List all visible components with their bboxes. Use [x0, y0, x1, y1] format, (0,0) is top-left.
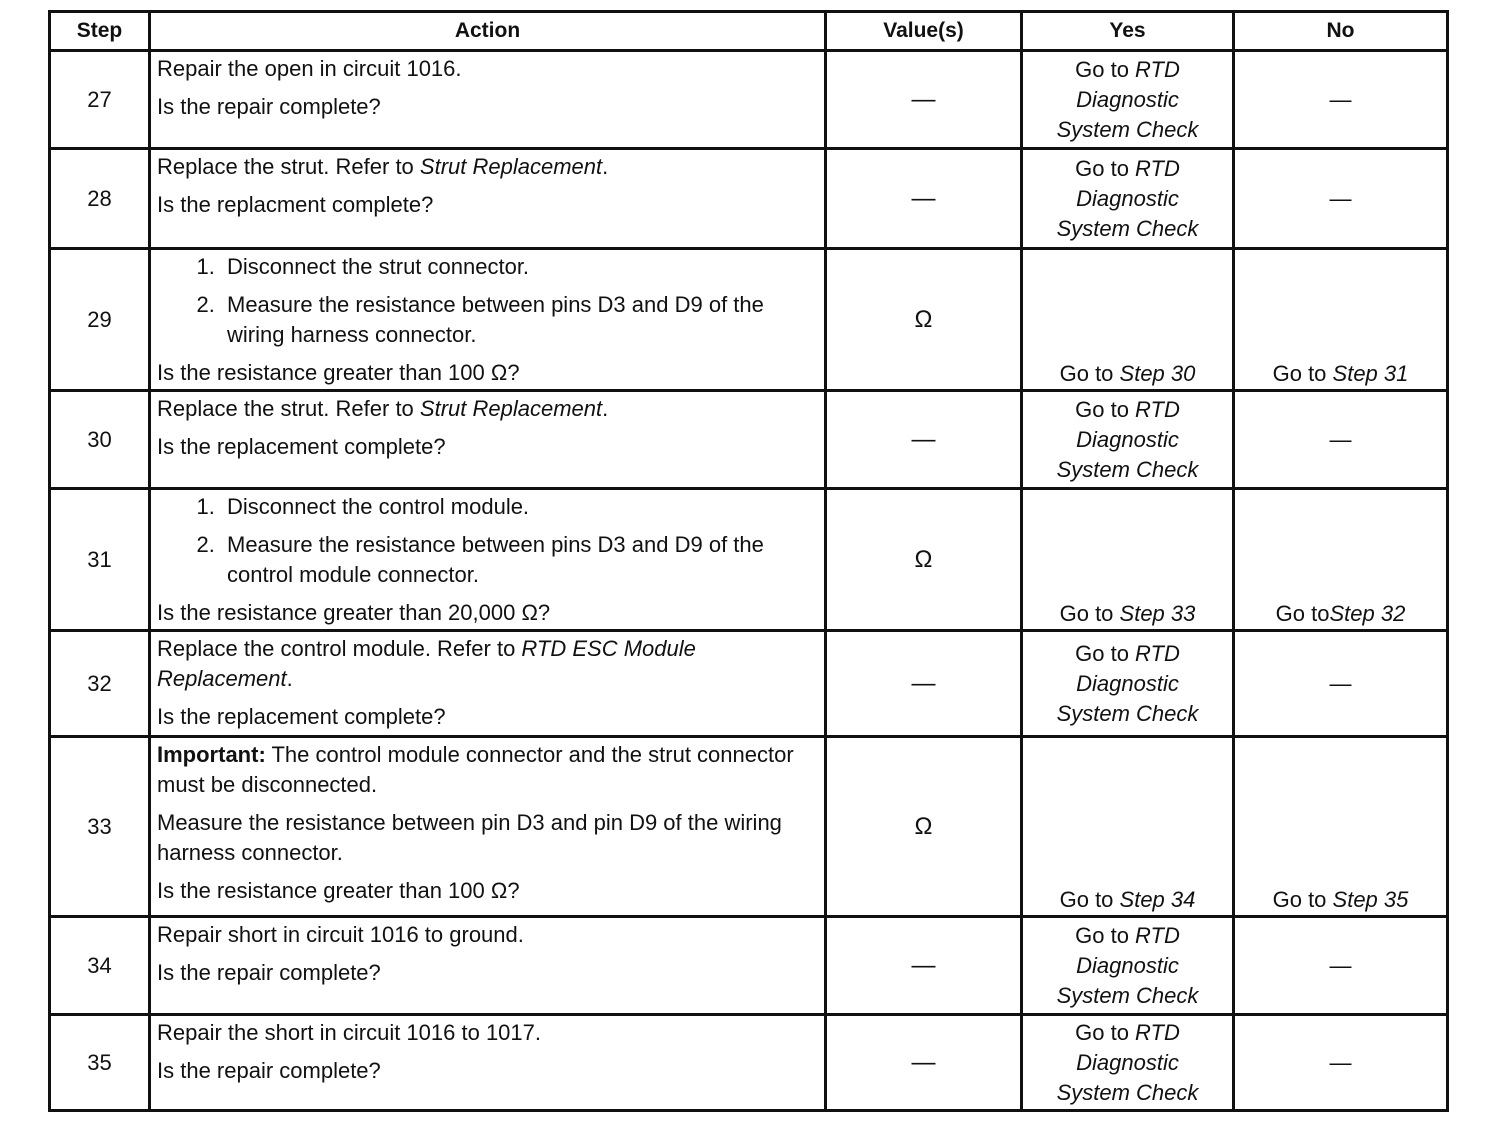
substep-list: [157, 252, 818, 350]
action-text: Replace the strut. Refer to Strut Replacement.: [157, 154, 609, 179]
action-text: Replace the strut. Refer to Strut Replacement.: [157, 396, 609, 421]
yes-link[interactable]: Diagnostic: [1076, 952, 1179, 978]
action-text: Repair short in circuit 1016 to ground.: [157, 922, 524, 947]
header-row: [50, 12, 1448, 51]
step-number: 28: [50, 149, 150, 249]
table-row: [50, 737, 1448, 917]
no-step-link[interactable]: Step 31: [1332, 361, 1409, 386]
yes-link[interactable]: RTD: [1135, 1019, 1180, 1045]
yes-prefix: Go to: [1075, 1019, 1136, 1045]
step-number: 29: [50, 249, 150, 391]
yes-prefix: Go to: [1075, 155, 1136, 181]
procedure-reference-link[interactable]: Strut Replacement: [419, 154, 603, 179]
yes-link[interactable]: System Check: [1056, 1079, 1199, 1105]
action-question: Is the replacment complete?: [157, 192, 434, 217]
action-question: Is the replacement complete?: [157, 704, 446, 729]
substep-item: 1. Disconnect the strut connector.: [221, 252, 818, 282]
table-row: [50, 51, 1448, 149]
yes-step-link[interactable]: Step 30: [1119, 361, 1196, 386]
step-number: 32: [50, 631, 150, 737]
step-number: 27: [50, 51, 150, 149]
procedure-reference-link[interactable]: RTD ESC Module Replacement: [157, 636, 696, 691]
substep-item: 2. Measure the resistance between pins D3 and D9 of the wiring harness connector.: [221, 290, 818, 350]
yes-link[interactable]: Diagnostic: [1076, 86, 1179, 112]
value-cell: —: [826, 391, 1022, 489]
yes-link[interactable]: RTD: [1135, 640, 1180, 666]
yes-link[interactable]: Diagnostic: [1076, 670, 1179, 696]
action-question: Is the repair complete?: [157, 94, 381, 119]
yes-link[interactable]: System Check: [1056, 456, 1199, 482]
action-cell: [150, 737, 826, 917]
action-text: Repair the short in circuit 1016 to 1017.: [157, 1020, 542, 1045]
yes-step-link[interactable]: Step 33: [1119, 601, 1196, 626]
yes-link[interactable]: Diagnostic: [1076, 1049, 1179, 1075]
action-text: Repair the open in circuit 1016.: [157, 56, 462, 81]
table-row: [50, 249, 1448, 391]
action-cell: [150, 149, 826, 249]
no-prefix: Go to: [1272, 361, 1333, 386]
yes-cell[interactable]: [1022, 391, 1234, 489]
substep-item: 1. Disconnect the control module.: [221, 492, 818, 522]
table-row: [50, 1015, 1448, 1111]
yes-cell[interactable]: [1022, 51, 1234, 149]
action-question: Is the repair complete?: [157, 1058, 381, 1083]
action-cell: [150, 631, 826, 737]
yes-cell[interactable]: [1022, 631, 1234, 737]
header-no: No: [1234, 12, 1448, 51]
header-yes: Yes: [1022, 12, 1234, 51]
yes-prefix: Go to: [1075, 56, 1136, 82]
action-question: Is the resistance greater than 20,000 Ω?: [157, 600, 551, 625]
substep-item: 2. Measure the resistance between pins D3 and D9 of the control module connector.: [221, 530, 818, 590]
action-question: Is the replacement complete?: [157, 434, 446, 459]
action-question: Is the resistance greater than 100 Ω?: [157, 878, 520, 903]
yes-prefix: Go to: [1075, 922, 1136, 948]
table-row: [50, 489, 1448, 631]
action-text-prefix: Replace the strut. Refer to: [157, 154, 420, 179]
table-row: [50, 391, 1448, 489]
no-cell: —: [1234, 1015, 1448, 1111]
value-cell: Ω: [826, 249, 1022, 391]
yes-cell[interactable]: [1022, 917, 1234, 1015]
no-cell: —: [1234, 391, 1448, 489]
action-cell: [150, 917, 826, 1015]
action-cell: [150, 51, 826, 149]
yes-link[interactable]: Diagnostic: [1076, 426, 1179, 452]
no-cell: —: [1234, 917, 1448, 1015]
no-cell[interactable]: [1234, 737, 1448, 917]
yes-cell[interactable]: [1022, 1015, 1234, 1111]
substep-list: [157, 492, 818, 590]
action-cell: [150, 1015, 826, 1111]
action-question: Is the resistance greater than 100 Ω?: [157, 360, 520, 385]
value-cell: —: [826, 51, 1022, 149]
yes-cell[interactable]: [1022, 249, 1234, 391]
step-number: 35: [50, 1015, 150, 1111]
action-text: Replace the control module. Refer to RTD ESC Module Replacement.: [157, 636, 696, 691]
yes-link[interactable]: RTD: [1135, 396, 1180, 422]
no-cell: —: [1234, 631, 1448, 737]
yes-link[interactable]: System Check: [1056, 700, 1199, 726]
yes-link[interactable]: RTD: [1135, 56, 1180, 82]
important-label: Important:: [157, 742, 266, 767]
yes-cell[interactable]: [1022, 149, 1234, 249]
no-step-link[interactable]: Step 35: [1332, 887, 1409, 912]
yes-cell[interactable]: [1022, 489, 1234, 631]
table-row: [50, 149, 1448, 249]
header-values: Value(s): [826, 12, 1022, 51]
yes-prefix: Go to: [1075, 396, 1136, 422]
procedure-reference-link[interactable]: Strut Replacement: [419, 396, 603, 421]
header-action: Action: [150, 12, 826, 51]
step-number: 34: [50, 917, 150, 1015]
no-cell: —: [1234, 51, 1448, 149]
important-note: [157, 740, 818, 800]
action-cell: [150, 391, 826, 489]
yes-step-link[interactable]: Step 34: [1119, 887, 1196, 912]
no-step-link[interactable]: Step 32: [1329, 601, 1406, 626]
action-cell: [150, 489, 826, 631]
yes-prefix: Go to: [1075, 640, 1136, 666]
action-cell: [150, 249, 826, 391]
no-prefix: Go to: [1275, 601, 1330, 626]
yes-prefix: Go to: [1059, 887, 1120, 912]
action-text: Measure the resistance between pin D3 and pin D9 of the wiring harness connector.: [157, 810, 782, 865]
value-cell: Ω: [826, 737, 1022, 917]
yes-prefix: Go to: [1059, 361, 1120, 386]
value-cell: —: [826, 1015, 1022, 1111]
yes-prefix: Go to: [1059, 601, 1120, 626]
no-cell[interactable]: [1234, 489, 1448, 631]
no-prefix: Go to: [1272, 887, 1333, 912]
step-number: 31: [50, 489, 150, 631]
value-cell: Ω: [826, 489, 1022, 631]
step-number: 30: [50, 391, 150, 489]
table-row: [50, 917, 1448, 1015]
yes-link[interactable]: System Check: [1056, 982, 1199, 1008]
yes-link[interactable]: RTD: [1135, 155, 1180, 181]
yes-link[interactable]: RTD: [1135, 922, 1180, 948]
no-cell[interactable]: [1234, 249, 1448, 391]
no-cell: —: [1234, 149, 1448, 249]
value-cell: —: [826, 149, 1022, 249]
value-cell: —: [826, 917, 1022, 1015]
action-text-prefix: Replace the strut. Refer to: [157, 396, 420, 421]
yes-link[interactable]: Diagnostic: [1076, 185, 1179, 211]
step-number: 33: [50, 737, 150, 917]
yes-link[interactable]: System Check: [1056, 116, 1199, 142]
important-text: The control module connector and the strut connector must be disconnected.: [157, 742, 794, 797]
yes-link[interactable]: System Check: [1056, 215, 1199, 241]
yes-cell[interactable]: [1022, 737, 1234, 917]
action-text-prefix: Replace the control module. Refer to: [157, 636, 522, 661]
value-cell: —: [826, 631, 1022, 737]
header-step: Step: [50, 12, 150, 51]
diagnostic-table: [48, 10, 1449, 1112]
table-row: [50, 631, 1448, 737]
action-question: Is the repair complete?: [157, 960, 381, 985]
